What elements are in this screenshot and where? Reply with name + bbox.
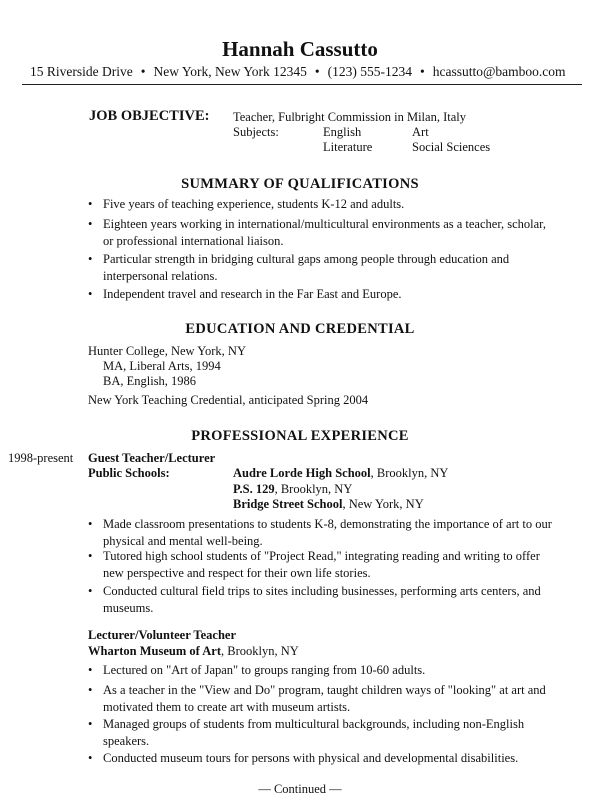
subject-item: English [323,125,362,139]
organization-location: , Brooklyn, NY [220,644,299,658]
bullet-icon: • [88,197,93,211]
school-name: Bridge Street School [233,497,343,511]
subject-item: Art [412,125,429,139]
objective-position: Teacher, Fulbright Commission in Milan, Italy [233,110,466,124]
contact-email: hcassutto@bamboo.com [432,64,566,79]
education-degree: MA, Liberal Arts, 1994 [103,359,221,373]
continued-footer: — Continued — [258,782,342,796]
school-entry [233,482,352,497]
organization-name: Wharton Museum of Art [88,644,221,658]
school-entry [233,466,448,481]
experience-item-text: Conducted museum tours for persons with physical and developmental disabilities. [103,751,519,765]
contact-city: New York, New York 12345 [153,64,307,79]
bullet-icon: • [88,584,93,598]
bullet-icon: • [88,717,93,731]
summary-item-text: Particular strength in bridging cultural gaps among people through education and interpersonal relations. [103,252,510,283]
subject-item: Social Sciences [412,140,491,154]
school-name: Audre Lorde High School [233,466,371,480]
subject-item: Literature [323,140,373,154]
bullet-icon: • [88,287,93,301]
school-name: P.S. 129 [233,482,275,496]
bullet-icon: • [88,751,93,765]
education-degree: BA, English, 1986 [103,374,197,388]
experience-item-text: Lectured on "Art of Japan" to groups ranging from 10-60 adults. [103,663,426,677]
school-location: , New York, NY [342,497,424,511]
experience-dates: 1998-present [8,451,74,465]
bullet-icon: • [88,252,93,266]
education-school: Hunter College, New York, NY [88,344,246,358]
job-organization [88,644,299,659]
bullet-icon: • [88,663,93,677]
summary-item-text: Five years of teaching experience, students K-12 and adults. [103,197,405,211]
contact-address: 15 Riverside Drive [30,64,133,79]
experience-item-text: Tutored high school students of "Project Read," integrating reading and writing to offer new perspective and respect for their own life stories. [103,549,540,580]
contact-separator: • [419,64,425,79]
contact-phone: (123) 555-1234 [327,64,412,79]
experience-item-text: Conducted cultural field trips to sites including businesses, performing arts centers, and museums. [103,584,541,615]
education-heading: EDUCATION AND CREDENTIAL [185,321,415,337]
bullet-icon: • [88,217,93,231]
contact-separator: • [140,64,146,79]
experience-heading: PROFESSIONAL EXPERIENCE [191,428,409,444]
contact-separator: • [314,64,320,79]
experience-item-text: Managed groups of students from multicultural backgrounds, including non-English speakers. [103,717,525,748]
school-location: , Brooklyn, NY [274,482,353,496]
job-subtitle: Public Schools: [88,466,170,480]
bullet-icon: • [88,549,93,563]
school-location: , Brooklyn, NY [370,466,449,480]
education-credential: New York Teaching Credential, anticipated Spring 2004 [88,393,369,407]
candidate-name: Hannah Cassutto [222,37,378,61]
bullet-icon: • [88,517,93,531]
experience-item-text: Made classroom presentations to students K-8, demonstrating the importance of art to our physical and mental well-being. [103,517,552,548]
contact-line [30,64,566,80]
job-title: Lecturer/Volunteer Teacher [88,628,237,642]
school-entry [233,497,424,512]
header-divider [22,84,582,85]
summary-item-text: Independent travel and research in the Far East and Europe. [103,287,402,301]
experience-item-text: As a teacher in the "View and Do" program, taught children ways of "looking" at art and motivated them to create art with museum artists. [103,683,546,714]
subjects-label: Subjects: [233,125,279,139]
summary-heading: SUMMARY OF QUALIFICATIONS [181,176,419,192]
bullet-icon: • [88,683,93,697]
job-title: Guest Teacher/Lecturer [88,451,216,465]
summary-item-text: Eighteen years working in international/multicultural environments as a teacher, scholar, or professional international liaison. [103,217,546,248]
objective-label: JOB OBJECTIVE: [89,108,210,124]
